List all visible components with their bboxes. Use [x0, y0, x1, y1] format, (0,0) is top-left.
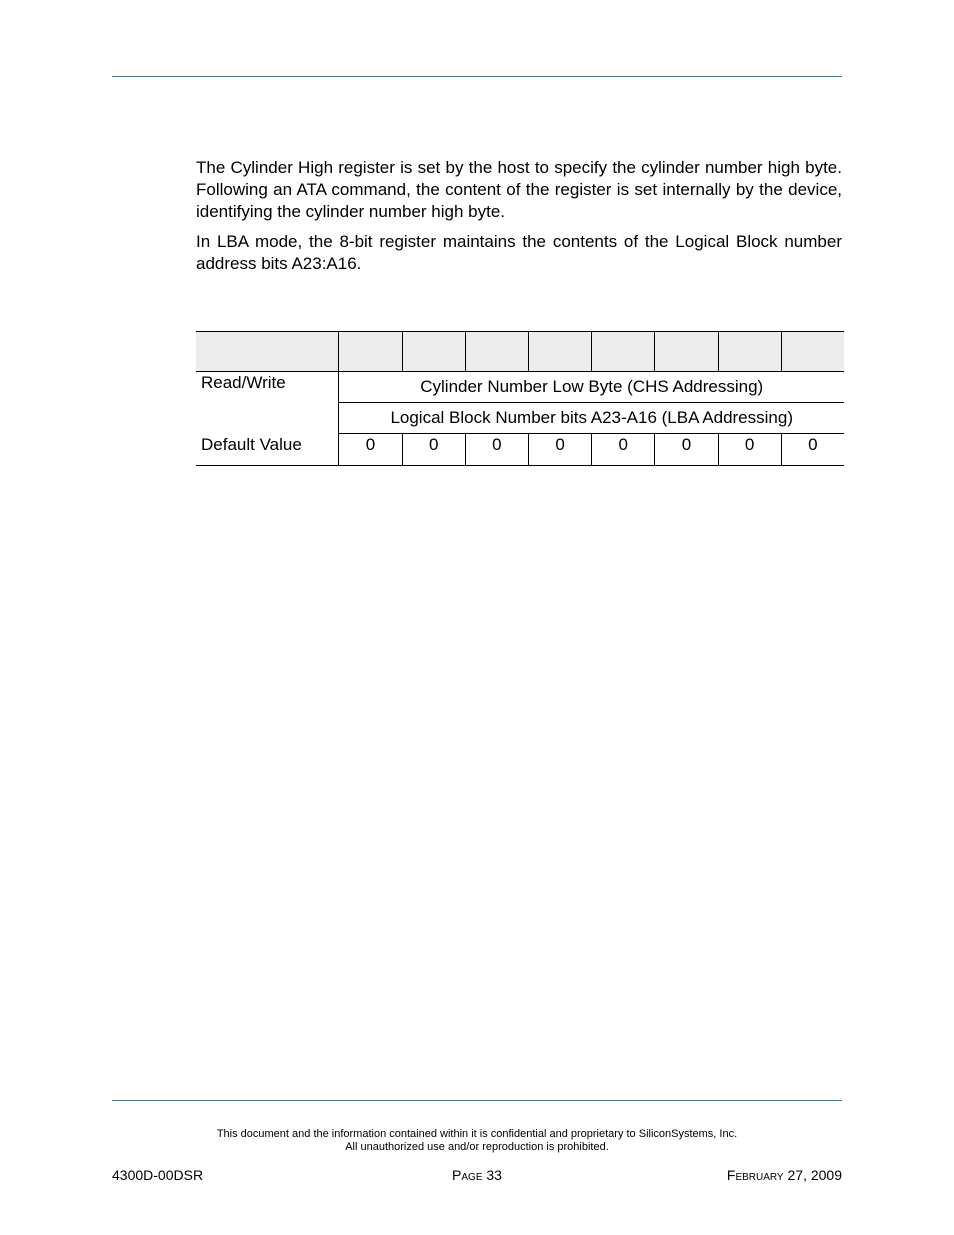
- default-value-label: Default Value: [196, 434, 339, 466]
- header-cell: [655, 332, 718, 372]
- document-date: February 27, 2009: [726, 1167, 842, 1183]
- read-write-lba: Logical Block Number bits A23-A16 (LBA Addressing): [339, 403, 844, 434]
- header-cell: [465, 332, 528, 372]
- header-cell: [339, 332, 402, 372]
- header-cell: [592, 332, 655, 372]
- default-bit-value: 0: [339, 434, 402, 466]
- table-row-default: [196, 434, 844, 466]
- header-cell: [529, 332, 592, 372]
- header-cell: [718, 332, 781, 372]
- read-write-chs: Cylinder Number Low Byte (CHS Addressing): [339, 372, 844, 403]
- default-bit-value: 0: [655, 434, 718, 466]
- page-number: Page 33: [452, 1167, 502, 1183]
- header-cell: [402, 332, 465, 372]
- read-write-label: Read/Write: [201, 373, 286, 392]
- body-paragraph-1: The Cylinder High register is set by the host to specify the cylinder number high byte. Following an ATA command, the content of the register is set internally by the device, identifying the cylinder number high byte.: [196, 158, 842, 221]
- confidentiality-notice: This document and the information contained within it is confidential and proprietary to SiliconSystems, Inc. All unauthorized use and/or reproduction is prohibited.: [216, 1128, 738, 1153]
- default-bit-value: 0: [529, 434, 592, 466]
- table-header-row: [196, 332, 844, 372]
- default-bit-value: 0: [402, 434, 465, 466]
- body-paragraph-2: In LBA mode, the 8-bit register maintains the contents of the Logical Block number address bits A23:A16.: [196, 232, 842, 273]
- header-rule: [112, 76, 842, 77]
- document-id: 4300D-00DSR: [112, 1167, 204, 1183]
- default-bit-value: 0: [781, 434, 844, 466]
- table-row-read-write: [196, 372, 844, 403]
- default-bit-value: 0: [465, 434, 528, 466]
- header-cell: [196, 332, 339, 372]
- footer-rule: [112, 1100, 842, 1101]
- register-table: [196, 331, 844, 466]
- default-bit-value: 0: [592, 434, 655, 466]
- default-bit-value: 0: [718, 434, 781, 466]
- header-cell: [781, 332, 844, 372]
